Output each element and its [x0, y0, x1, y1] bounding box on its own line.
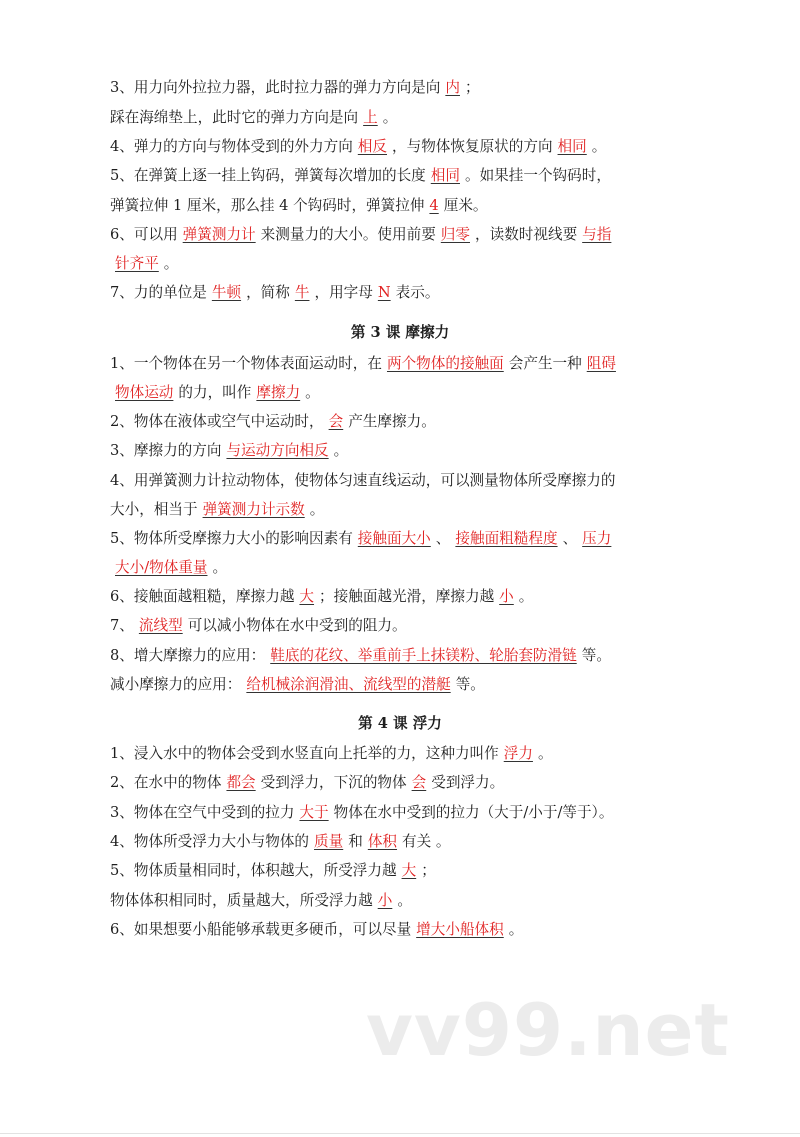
answer-fill: 牛顿 [211, 284, 242, 301]
text-segment: 。 [163, 255, 179, 272]
text-line [110, 674, 690, 696]
text-segment: 。 [382, 109, 398, 126]
text-segment: 弹簧拉伸 1 厘米，那么挂 4 个钩码时，弹簧拉伸 [110, 197, 425, 214]
text-segment: 产生摩擦力。 [348, 413, 436, 430]
answer-fill: 小 [499, 588, 514, 605]
answer-fill: 会 [411, 774, 427, 791]
text-line [110, 440, 690, 462]
text-segment: 。 [537, 745, 553, 762]
text-segment: 1、浸入水中的物体会受到水竖直向上托举的力，这种力叫作 [110, 745, 499, 762]
text-segment: ； [464, 79, 480, 96]
text-segment: 7、力的单位是 [110, 284, 207, 301]
text-segment: 8、增大摩擦力的应用： [110, 647, 266, 664]
text-line [110, 382, 690, 404]
text-line [110, 528, 690, 550]
text-segment: 减小摩擦力的应用： [110, 676, 242, 693]
text-segment: 6、如果想要小船能够承载更多硬币，可以尽量 [110, 921, 412, 938]
text-segment: 。 [305, 384, 320, 401]
answer-fill: 相同 [557, 138, 587, 155]
answer-fill: 归零 [440, 226, 470, 243]
text-segment: 4、用弹簧测力计拉动物体，使物体匀速直线运动，可以测量物体所受摩擦力的 [110, 472, 616, 489]
text-line [110, 557, 690, 579]
answer-fill: 大于 [299, 804, 329, 821]
text-line [110, 919, 690, 941]
text-segment: 。 [591, 138, 607, 155]
text-segment: 3、摩擦力的方向 [110, 442, 222, 459]
answer-fill: 增大小船体积 [416, 921, 504, 938]
answer-fill: 接触面大小 [357, 530, 431, 547]
answer-fill: 相同 [430, 167, 460, 184]
page-bottom-divider [0, 1133, 800, 1134]
answer-fill: 给机械涂润滑油、流线型的潜艇 [246, 676, 451, 693]
answer-fill: 质量 [314, 833, 344, 850]
text-segment: 物体在水中受到的拉力（大于/小于/等于）。 [333, 804, 614, 821]
answer-fill: 4 [429, 197, 439, 214]
text-segment: 、 [435, 530, 451, 547]
text-line [110, 499, 690, 521]
answer-fill: 内 [445, 79, 460, 96]
text-segment: ； [421, 862, 436, 879]
section-title: 第 4 课 浮力 [358, 715, 442, 732]
text-segment: 6、可以用 [110, 226, 178, 243]
text-segment: 可以减小物体在水中受到的阻力。 [187, 617, 407, 634]
answer-fill: 会 [328, 413, 344, 430]
text-segment: 表示。 [395, 284, 440, 301]
text-line [110, 165, 690, 187]
text-segment: 等。 [455, 676, 485, 693]
text-segment: 和 [348, 833, 363, 850]
answer-fill: 小 [377, 892, 393, 909]
answer-fill: 摩擦力 [256, 384, 301, 401]
answer-fill: 针齐平 [115, 255, 159, 272]
text-segment: 。 [309, 501, 325, 518]
text-segment: 。 [397, 892, 412, 909]
text-line [110, 282, 690, 304]
text-segment: 等。 [581, 647, 611, 664]
answer-fill: 浮力 [503, 745, 533, 762]
text-segment: 4、物体所受浮力大小与物体的 [110, 833, 310, 850]
answer-fill: 体积 [367, 833, 398, 850]
text-line [110, 107, 690, 129]
text-segment: 2、物体在液体或空气中运动时， [110, 413, 324, 430]
section-title: 第 3 课 摩擦力 [350, 324, 450, 341]
text-segment: 2、在水中的物体 [110, 774, 222, 791]
text-segment: 物体体积相同时，质量越大，所受浮力越 [110, 892, 373, 909]
text-line [110, 77, 690, 99]
answer-fill: 压力 [582, 530, 612, 547]
answer-fill: 物体运动 [115, 384, 174, 401]
text-segment: ，简称 [246, 284, 290, 301]
text-segment: 有关 。 [402, 833, 451, 850]
answer-fill: 与指 [582, 226, 612, 243]
text-line [110, 224, 690, 246]
text-segment: 厘米。 [443, 197, 488, 214]
text-segment: 大小，相当于 [110, 501, 198, 518]
text-segment: 。 [508, 921, 524, 938]
answer-fill: 弹簧测力计 [182, 226, 256, 243]
text-line [110, 772, 690, 794]
text-segment: 。如果挂一个钩码时， [464, 167, 611, 184]
text-segment: 。 [333, 442, 349, 459]
answer-fill: 阻碍 [586, 355, 616, 372]
text-segment: 会产生一种 [508, 355, 582, 372]
answer-fill: 大 [299, 588, 315, 605]
text-segment: 3、用力向外拉拉力器，此时拉力器的弹力方向是向 [110, 79, 441, 96]
answer-fill: 相反 [357, 138, 387, 155]
text-segment: 5、物体所受摩擦力大小的影响因素有 [110, 530, 353, 547]
answer-fill: 与运动方向相反 [226, 442, 329, 459]
text-line [110, 743, 690, 765]
text-segment: 3、物体在空气中受到的拉力 [110, 804, 295, 821]
answer-fill: 牛 [294, 284, 310, 301]
text-segment: 4、弹力的方向与物体受到的外力方向 [110, 138, 353, 155]
text-line [110, 253, 690, 275]
text-line [110, 615, 690, 637]
text-segment: ；接触面越光滑，摩擦力越 [319, 588, 495, 605]
text-segment: 的力，叫作 [178, 384, 252, 401]
text-segment: 1、一个物体在另一个物体表面运动时，在 [110, 355, 382, 372]
text-segment: 、 [562, 530, 578, 547]
answer-fill: N [377, 284, 391, 301]
answer-fill: 弹簧测力计示数 [202, 501, 305, 518]
text-line [110, 860, 690, 882]
answer-fill: 流线型 [138, 617, 183, 634]
text-segment: 受到浮力，下沉的物体 [260, 774, 407, 791]
watermark: vv99.net [366, 988, 730, 1072]
text-line [110, 411, 690, 433]
text-segment: 5、物体质量相同时，体积越大，所受浮力越 [110, 862, 397, 879]
text-segment: 踩在海绵垫上，此时它的弹力方向是向 [110, 109, 359, 126]
text-segment: 受到浮力。 [431, 774, 505, 791]
text-segment: ，读数时视线要 [475, 226, 578, 243]
text-segment: 。 [518, 588, 534, 605]
text-segment: 来测量力的大小。使用前要 [260, 226, 436, 243]
answer-fill: 接触面粗糙程度 [455, 530, 558, 547]
text-segment: 6、接触面越粗糙，摩擦力越 [110, 588, 295, 605]
text-line [110, 353, 690, 375]
answer-fill: 两个物体的接触面 [386, 355, 504, 372]
text-line [110, 136, 690, 158]
text-line [110, 195, 690, 217]
answer-fill: 都会 [226, 774, 256, 791]
text-segment: ，用字母 [314, 284, 373, 301]
text-line [110, 831, 690, 853]
answer-fill: 大 [401, 862, 417, 879]
text-line [110, 645, 690, 667]
text-segment: 。 [212, 559, 228, 576]
text-segment: 5、在弹簧上逐一挂上钩码，弹簧每次增加的长度 [110, 167, 426, 184]
text-line [110, 470, 690, 492]
text-segment: ，与物体恢复原状的方向 [392, 138, 553, 155]
text-line [110, 890, 690, 912]
answer-fill: 大小/物体重量 [115, 559, 208, 576]
answer-fill: 鞋底的花纹、举重前手上抹镁粉、轮胎套防滑链 [270, 647, 577, 664]
text-line [110, 586, 690, 608]
text-segment: 7、 [110, 617, 134, 634]
answer-fill: 上 [363, 109, 378, 126]
text-line [110, 802, 690, 824]
